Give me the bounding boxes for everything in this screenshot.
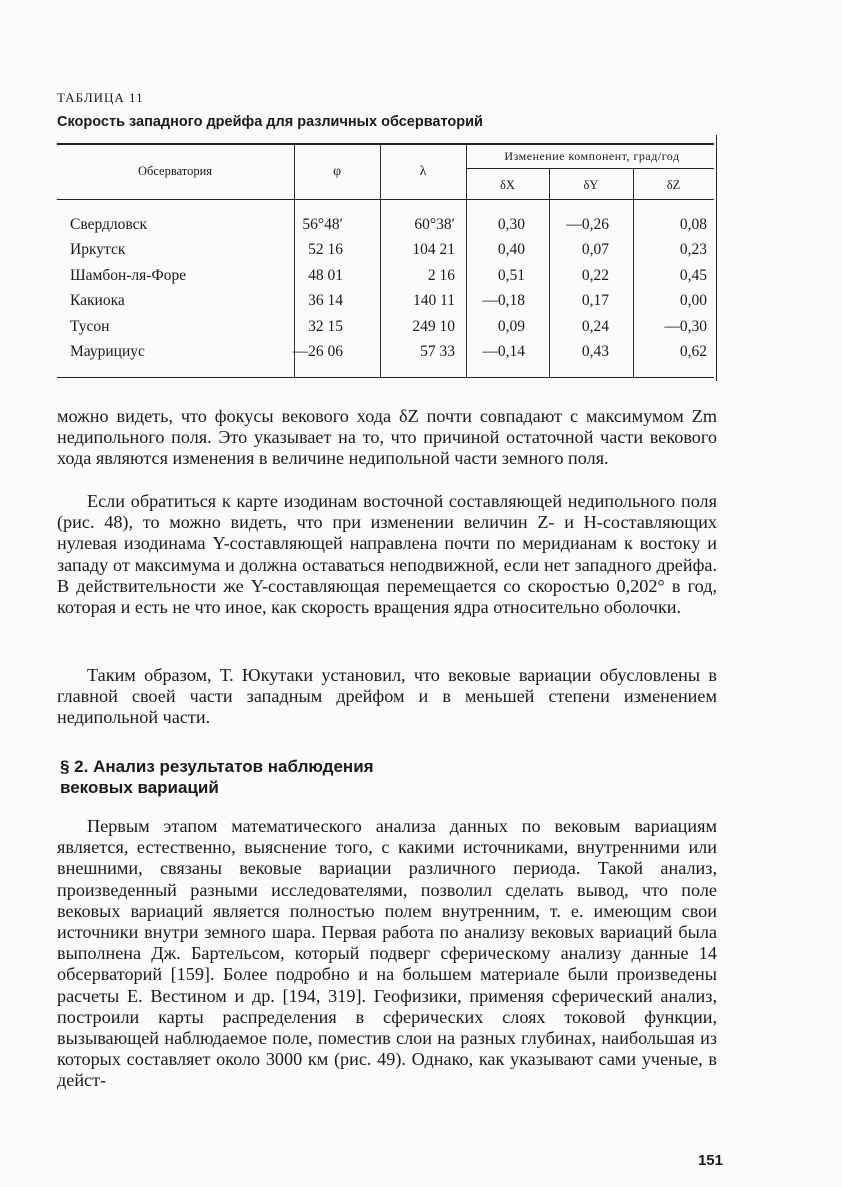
cell-dy: 0,22 [581, 267, 609, 284]
table-header-rule [57, 199, 714, 200]
paragraph: можно видеть, что фокусы векового хода δZ почти совпадают с максимумом Zm недипольного поля. Это указывает на то, что причиной остаточной части векового хода являются изменения в величине недипольной части земного поля. [57, 406, 717, 469]
paragraph: Если обратиться к карте изодинам восточной составляющей недипольного поля (рис. 48), то можно видеть, что при изменении величин Z- и H-составляющих нулевая изодинама Y-составляющей направлена почти по меридианам к востоку и западу от максимума и должна оставаться неподвижной, если нет западного дрейфа. В действительности же Y-составляющая перемещается со скоростью 0,202° в год, которая и есть не что иное, как скорость вращения ядра относительно оболочки. [57, 491, 717, 618]
cell-lambda: 104 21 [412, 241, 455, 258]
cell-lambda: 249 10 [412, 318, 455, 335]
table-label: ТАБЛИЦА 11 [57, 90, 144, 105]
header-dx: δX [500, 178, 515, 192]
cell-dz: 0,62 [679, 343, 707, 360]
cell-observatory: Какиока [70, 292, 125, 309]
cell-dy: 0,24 [581, 318, 609, 335]
cell-lambda: 2 16 [427, 267, 455, 284]
section-heading-line: вековых вариаций [60, 778, 219, 797]
header-dz: δZ [666, 178, 681, 192]
cell-phi: 48 01 [308, 267, 343, 284]
cell-dy: —0,26 [566, 216, 609, 233]
header-change-group: Изменение компонент, град/год [504, 149, 680, 163]
table-subheader-rule [466, 168, 714, 169]
paragraph: Первым этапом математического анализа данных по вековым вариациям является, естественно, выяснение того, с какими источниками, внутренними или внешними, связаны вековые вариации различного периода. Такой анализ, произведенный разными исследователями, позволил сделать вывод, что поле вековых вариаций является полностью полем внутренним, т. е. имеющим свои источники внутри земного шара. Первая работа по анализу вековых вариаций была выполнена Дж. Бартельсом, который подверг сферическому анализу данные 14 обсерваторий [159]. Более подробно и на большем материале были произведены расчеты Е. Вестином и др. [194, 319]. Геофизики, применяя сферический анализ, построили карты распределения в сферических слоях токовой функции, вызывающей наблюдаемое поле, поместив слои на разных глубинах, наибольшая из которых составляет около 3000 км (рис. 49). Однако, как указывают сами ученые, в дейст- [57, 816, 717, 1091]
header-observatory: Обсерватория [137, 164, 213, 178]
cell-lambda: 60°38′ [414, 216, 455, 233]
cell-dy: 0,17 [581, 292, 609, 309]
cell-dy: 0,43 [581, 343, 609, 360]
cell-observatory: Свердловск [70, 216, 148, 233]
table-column-divider [549, 168, 550, 377]
section-heading [60, 756, 374, 798]
cell-dx: 0,30 [497, 216, 525, 233]
header-phi: φ [332, 164, 342, 179]
table-right-rule [716, 135, 717, 381]
cell-lambda: 57 33 [420, 343, 455, 360]
cell-dx: 0,51 [497, 267, 525, 284]
cell-lambda: 140 11 [412, 292, 455, 309]
cell-phi: 52 16 [308, 241, 343, 258]
cell-observatory: Тусон [70, 318, 110, 335]
cell-dx: 0,09 [497, 318, 525, 335]
header-dy: δY [583, 178, 599, 192]
cell-dz: 0,00 [679, 292, 707, 309]
cell-dz: 0,08 [679, 216, 707, 233]
cell-dy: 0,07 [581, 241, 609, 258]
section-heading-line: § 2. Анализ результатов наблюдения [60, 757, 374, 776]
cell-observatory: Шамбон-ля-Форе [70, 267, 187, 284]
cell-phi: —26 06 [292, 343, 343, 360]
cell-dx: —0,18 [482, 292, 525, 309]
table-column-divider [633, 168, 634, 377]
table-caption: Скорость западного дрейфа для различных обсерваторий [57, 114, 483, 130]
paragraph: Таким образом, Т. Юкутаки установил, что вековые вариации обусловлены в главной своей части западным дрейфом и в меньшей степени изменением недипольной части. [57, 665, 717, 728]
cell-dx: —0,14 [482, 343, 525, 360]
table-bottom-rule [57, 377, 714, 378]
cell-dz: 0,45 [679, 267, 707, 284]
header-lambda: λ [419, 164, 427, 179]
cell-observatory: Маурициус [70, 343, 145, 360]
page-number: 151 [697, 1152, 723, 1169]
cell-dz: 0,23 [679, 241, 707, 258]
cell-phi: 56°48′ [302, 216, 343, 233]
table-top-rule [57, 143, 714, 145]
cell-phi: 32 15 [308, 318, 343, 335]
cell-dx: 0,40 [497, 241, 525, 258]
cell-phi: 36 14 [308, 292, 343, 309]
cell-dz: —0,30 [664, 318, 707, 335]
cell-observatory: Иркутск [70, 241, 126, 258]
